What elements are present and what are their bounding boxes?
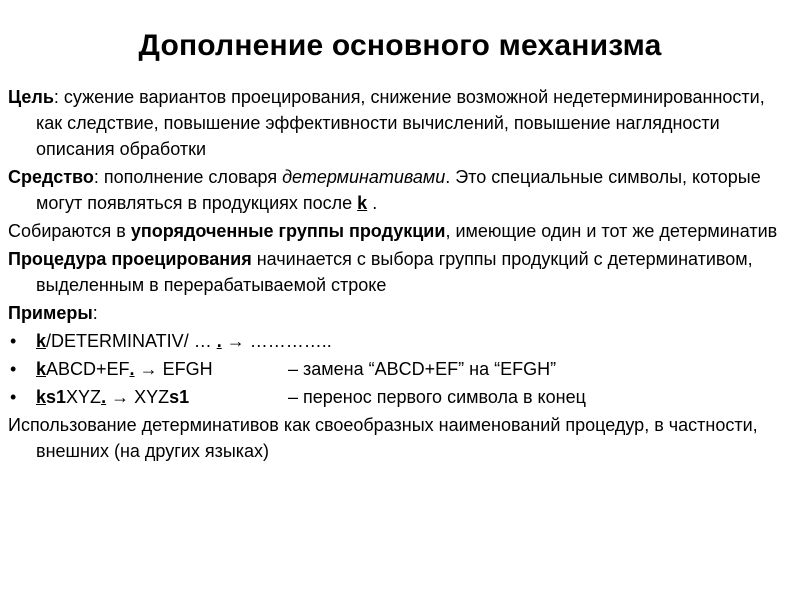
example-left <box>36 356 288 382</box>
procedure-paragraph <box>8 246 792 298</box>
slide-title: Дополнение основного механизма <box>138 29 662 62</box>
slide-content <box>8 84 792 466</box>
example-rest: → XYZ <box>106 387 170 407</box>
example-comment: – перенос первого символа в конец <box>288 387 586 407</box>
goal-text: : сужение вариантов проецирования, снижение возможной недетерминированности, как следствие, повышение эффективности вычислений, повышение наглядности описания обработки <box>36 87 765 159</box>
example-body: ABCD+EF <box>46 359 130 379</box>
goal-paragraph <box>8 84 792 162</box>
example-dot: . <box>101 387 107 407</box>
groups-text-2: , имеющие один и тот же детерминатив <box>445 221 778 241</box>
groups-text-1: Собираются в <box>8 221 131 241</box>
example-body: /DETERMINATIV/ … <box>46 331 217 351</box>
groups-bold-term: упорядоченные группы продукции <box>130 221 446 241</box>
bullet-icon: • <box>10 359 17 379</box>
groups-paragraph <box>8 218 792 244</box>
bullet-icon: • <box>10 331 17 351</box>
goal-label: Цель <box>8 87 54 107</box>
procedure-text: начинается с выбора группы продукций с детерминативом, выделенным в перерабатываемой строке <box>36 249 753 295</box>
bullet-icon: • <box>10 387 17 407</box>
example-s1-end: s1 <box>169 387 190 407</box>
procedure-bold-term: Процедура проецирования <box>8 249 252 269</box>
example-item-1 <box>8 328 792 354</box>
examples-label: Примеры <box>8 303 93 323</box>
example-item-2 <box>8 356 792 382</box>
means-paragraph <box>8 164 792 216</box>
example-dot: . <box>129 359 135 379</box>
example-k: k <box>36 331 47 351</box>
example-left <box>36 384 288 410</box>
means-text-2: . Это специальные символы, которые могут появляться в продукциях после <box>36 167 761 213</box>
example-rest: → ………….. <box>221 331 332 351</box>
means-k-symbol: k <box>357 193 368 213</box>
example-k: k <box>36 359 47 379</box>
means-text-3: . <box>367 193 378 213</box>
example-s1: s1 <box>46 387 67 407</box>
means-italic-term: детерминативами <box>282 167 446 187</box>
means-text-1: : пополнение словаря <box>93 167 283 187</box>
example-k: k <box>36 387 47 407</box>
example-comment: – замена “ABCD+EF” на “EFGH” <box>288 359 557 379</box>
example-item-3 <box>8 384 792 410</box>
example-body: XYZ <box>66 387 102 407</box>
usage-paragraph: Использование детерминативов как своеобразных наименований процедур, в частности, внешних (на других языках) <box>8 415 758 461</box>
means-label: Средство <box>8 167 94 187</box>
example-rest: → EFGH <box>134 359 213 379</box>
examples-colon: : <box>92 303 98 323</box>
examples-heading <box>8 300 792 326</box>
example-dot: . <box>216 331 222 351</box>
